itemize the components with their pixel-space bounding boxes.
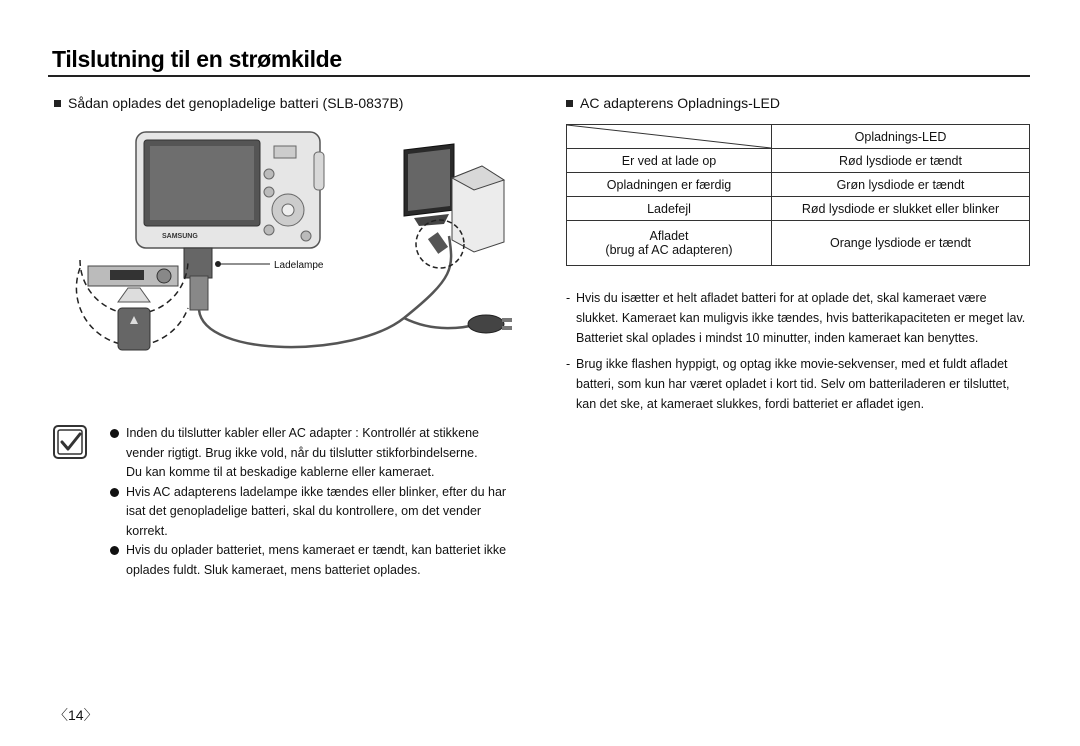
charge-state-line: (brug af AC adapteren) bbox=[605, 243, 733, 257]
page-number-text: 14 bbox=[68, 707, 84, 723]
caution-notes bbox=[110, 424, 520, 580]
bullet-dot-icon bbox=[110, 429, 119, 438]
note-text: Brug ikke flashen hyppigt, og optag ikke movie-sekvenser, med et fuldt afladet batteri, som kun har været opladet i kort tid. Selv om batteriladeren er tilsluttet, kan det ske, at kameraet slukkes, fordi batteriet er afladet igen. bbox=[576, 357, 1010, 411]
caution-note-icon bbox=[52, 424, 88, 460]
charging-heading-text: Sådan oplades det genopladelige batteri (SLB-0837B) bbox=[68, 95, 404, 111]
table-row bbox=[567, 173, 1030, 197]
note-item: - Hvis du isætter et helt afladet batteri for at oplade det, skal kameraet være slukket. Kameraet kan muligvis ikke tændes, hvis batterikapaciteten er meget lav. Batteriet skal oplades i mindst 10 minutter, inden kameraet kan benyttes. bbox=[566, 291, 1026, 345]
caution-note bbox=[110, 483, 520, 542]
table-row bbox=[567, 149, 1030, 173]
charge-state-cell: Opladningen er færdig bbox=[567, 173, 772, 197]
bullet-dot-icon bbox=[110, 546, 119, 555]
led-state-cell: Grøn lysdiode er tændt bbox=[772, 173, 1030, 197]
caution-text: Hvis AC adapterens ladelampe ikke tændes eller blinker, efter du har isat det genopladelige batteri, skal du kontrollere, om det vender korrekt. bbox=[126, 484, 507, 538]
table-row bbox=[567, 197, 1030, 221]
charging-section-heading bbox=[54, 95, 403, 111]
led-state-cell: Orange lysdiode er tændt bbox=[772, 221, 1030, 266]
led-status-table bbox=[566, 124, 1030, 266]
square-bullet-icon bbox=[566, 100, 573, 107]
camera-brand-text: SAMSUNG bbox=[162, 233, 198, 240]
title-divider bbox=[48, 75, 1030, 77]
caution-note bbox=[110, 424, 520, 483]
table-row bbox=[567, 221, 1030, 266]
note-item: - Brug ikke flashen hyppigt, og optag ikke movie-sekvenser, med et fuldt afladet batteri, som kun har været opladet i kort tid. Selv om batteriladeren er tilsluttet, kan det ske, at kameraet slukkes, fordi batteriet er afladet igen. bbox=[566, 357, 1010, 411]
charge-state-cell bbox=[567, 221, 772, 266]
led-section-heading bbox=[566, 95, 780, 111]
camera-plug bbox=[184, 248, 212, 278]
square-bullet-icon bbox=[54, 100, 61, 107]
led-state-cell: Rød lysdiode er slukket eller blinker bbox=[772, 197, 1030, 221]
charge-state-cell: Ladefejl bbox=[567, 197, 772, 221]
charging-lamp-label: Ladelampe bbox=[274, 260, 324, 271]
page-title: Tilslutning til en strømkilde bbox=[52, 46, 342, 72]
led-notes bbox=[566, 288, 1026, 420]
charge-state-cell: Er ved at lade op bbox=[567, 149, 772, 173]
caution-note bbox=[110, 541, 520, 580]
usb-cable bbox=[199, 236, 451, 347]
camera-screen-inner bbox=[150, 146, 254, 220]
caution-text: Hvis du oplader batteriet, mens kameraet er tændt, kan batteriet ikke oplades fuldt. Sluk kameraet, mens batteriet oplades. bbox=[126, 543, 507, 577]
charge-state-line: Afladet bbox=[649, 229, 689, 243]
page-number: 〈14〉 bbox=[54, 707, 98, 723]
ac-adapter bbox=[468, 315, 504, 333]
table-corner-cell bbox=[567, 125, 772, 149]
led-heading-text: AC adapterens Opladnings-LED bbox=[580, 95, 781, 111]
camera-ok-button bbox=[282, 204, 294, 216]
caution-text: Inden du tilslutter kabler eller AC adapter : Kontrollér at stikkene vender rigtigt. Brug ikke vold, når du tilslutter stikforbindelserne. bbox=[126, 426, 479, 460]
charging-illustration bbox=[74, 118, 524, 368]
bullet-dot-icon bbox=[110, 488, 119, 497]
caution-text: Du kan komme til at beskadige kablerne eller kameraet. bbox=[126, 465, 435, 479]
table-header-row bbox=[567, 125, 1030, 149]
table-header-cell: Opladnings-LED bbox=[772, 125, 1030, 149]
note-text: Hvis du isætter et helt afladet batteri for at oplade det, skal kameraet være slukket. Kameraet kan muligvis ikke tændes, hvis batterikapaciteten er meget lav. Batteriet skal oplades i mindst 10 minutter, inden kameraet kan benyttes. bbox=[576, 291, 1026, 345]
led-state-cell: Rød lysdiode er tændt bbox=[772, 149, 1030, 173]
